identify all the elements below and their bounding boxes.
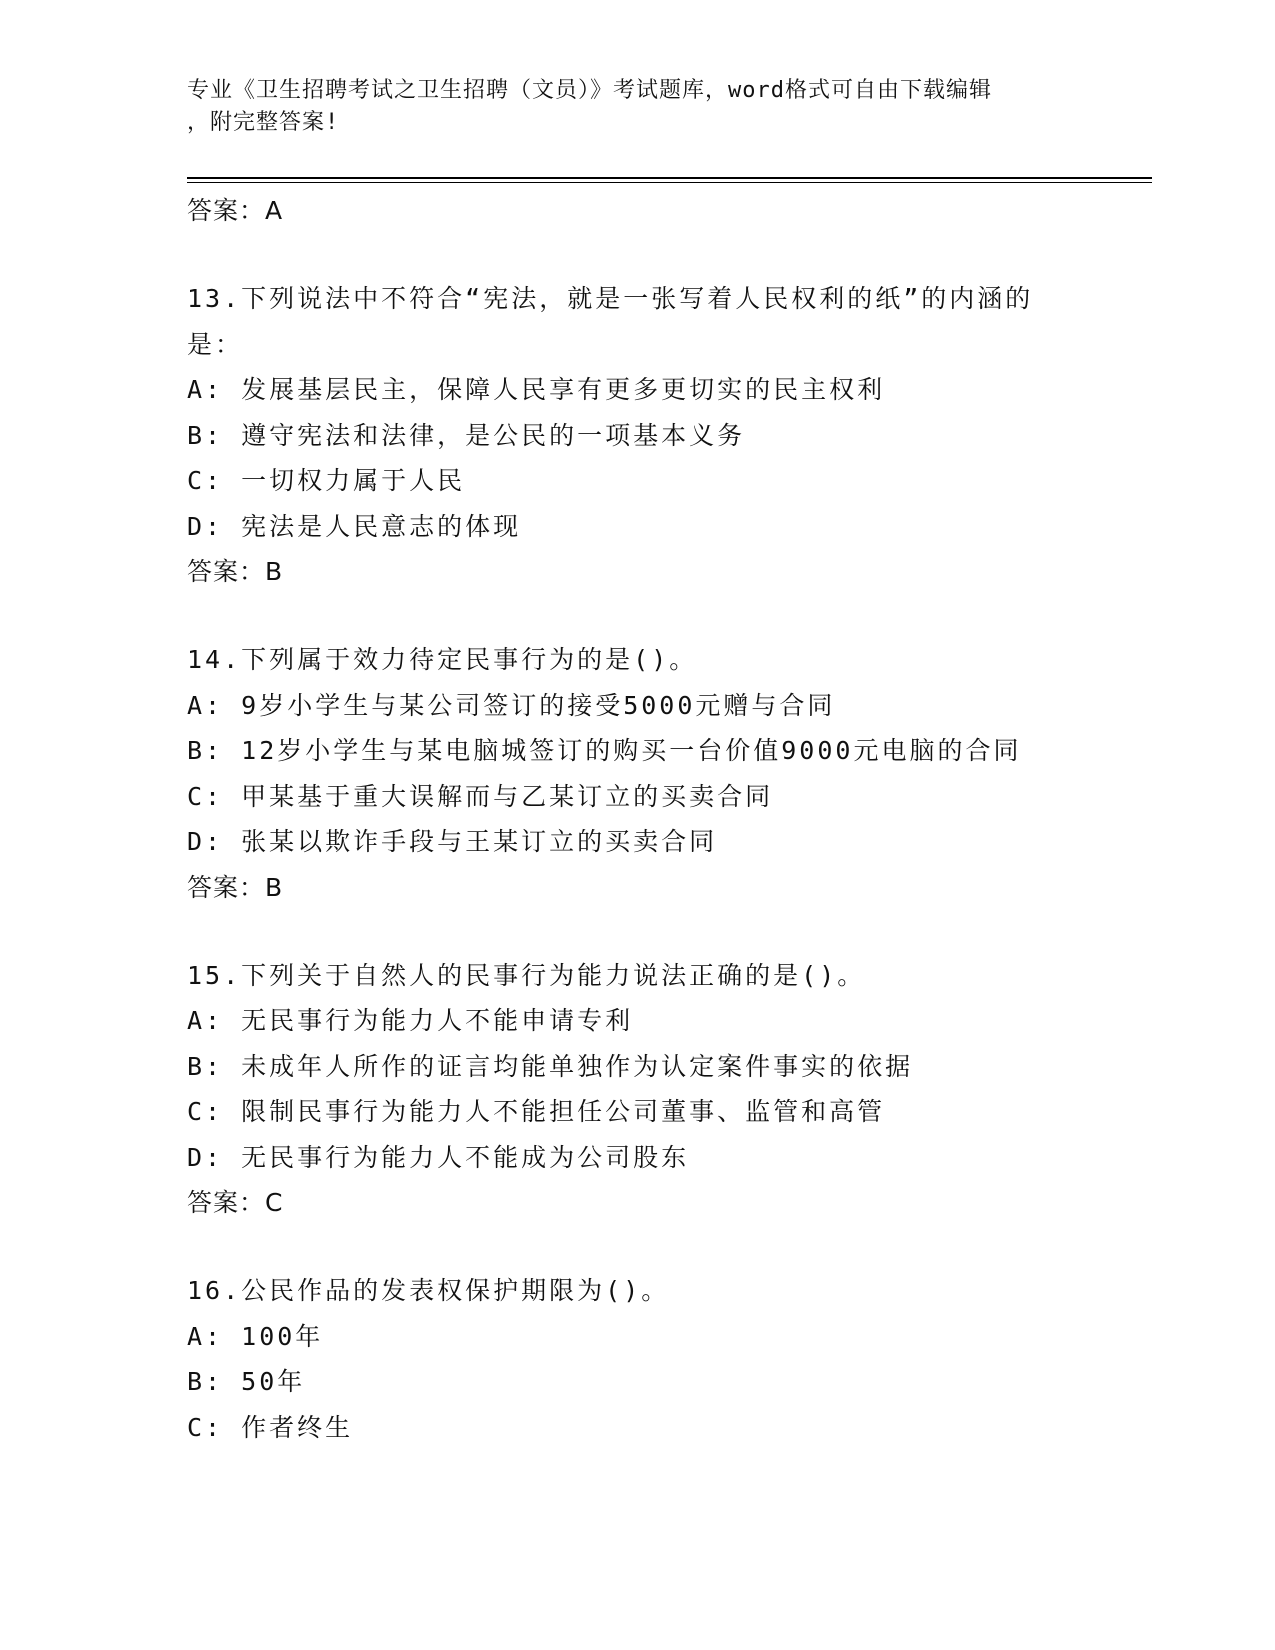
question-15 [187,953,1147,1227]
question-stem-line: 13.下列说法中不符合“宪法，就是一张写着人民权利的纸”的内涵的 [187,284,1034,313]
option-b: B: 50年 [187,1367,306,1396]
question-stem-line: 15.下列关于自然人的民事行为能力说法正确的是()。 [187,960,866,990]
option-a: A: 9岁小学生与某公司签订的接受5000元赠与合同 [187,690,836,720]
question-stem-line: 16.公民作品的发表权保护期限为()。 [187,1276,670,1305]
answer-line: 答案：B [187,872,284,902]
option-d: D: 张某以欺诈手段与王某订立的买卖合同 [187,827,718,856]
header-line-2: ，附完整答案! [187,110,340,135]
header-rule-thick [187,177,1152,179]
option-d: D: 无民事行为能力人不能成为公司股东 [187,1142,690,1172]
option-c: C: 甲某基于重大误解而与乙某订立的买卖合同 [187,781,774,811]
header-line-1: 专业《卫生招聘考试之卫生招聘（文员）》考试题库，word格式可自由下载编辑 [187,78,992,103]
option-c: C: 一切权力属于人民 [187,466,466,495]
option-c: C: 限制民事行为能力人不能担任公司董事、监管和高管 [187,1097,886,1126]
option-a: A: 100年 [187,1321,324,1351]
option-b: B: 遵守宪法和法律，是公民的一项基本义务 [187,420,746,450]
option-b: B: 未成年人所作的证言均能单独作为认定案件事实的依据 [187,1051,914,1081]
option-a: A: 发展基层民主，保障人民享有更多更切实的民主权利 [187,375,886,404]
option-c: C: 作者终生 [187,1412,354,1442]
document-header [187,75,1087,139]
question-stem-line: 是： [187,329,244,359]
answer-line: 答案：B [187,557,284,586]
question-16 [187,1268,1147,1450]
question-list [187,188,1147,1450]
header-rule-thin [187,182,1152,183]
question-14 [187,637,1147,911]
question-stem-line: 14.下列属于效力待定民事行为的是()。 [187,645,698,674]
answer-line: 答案：C [187,1188,284,1217]
answer-line: 答案：A [187,196,284,225]
option-d: D: 宪法是人民意志的体现 [187,511,522,541]
option-a: A: 无民事行为能力人不能申请专利 [187,1006,634,1035]
question-13 [187,276,1147,595]
option-b: B: 12岁小学生与某电脑城签订的购买一台价值9000元电脑的合同 [187,736,1022,765]
